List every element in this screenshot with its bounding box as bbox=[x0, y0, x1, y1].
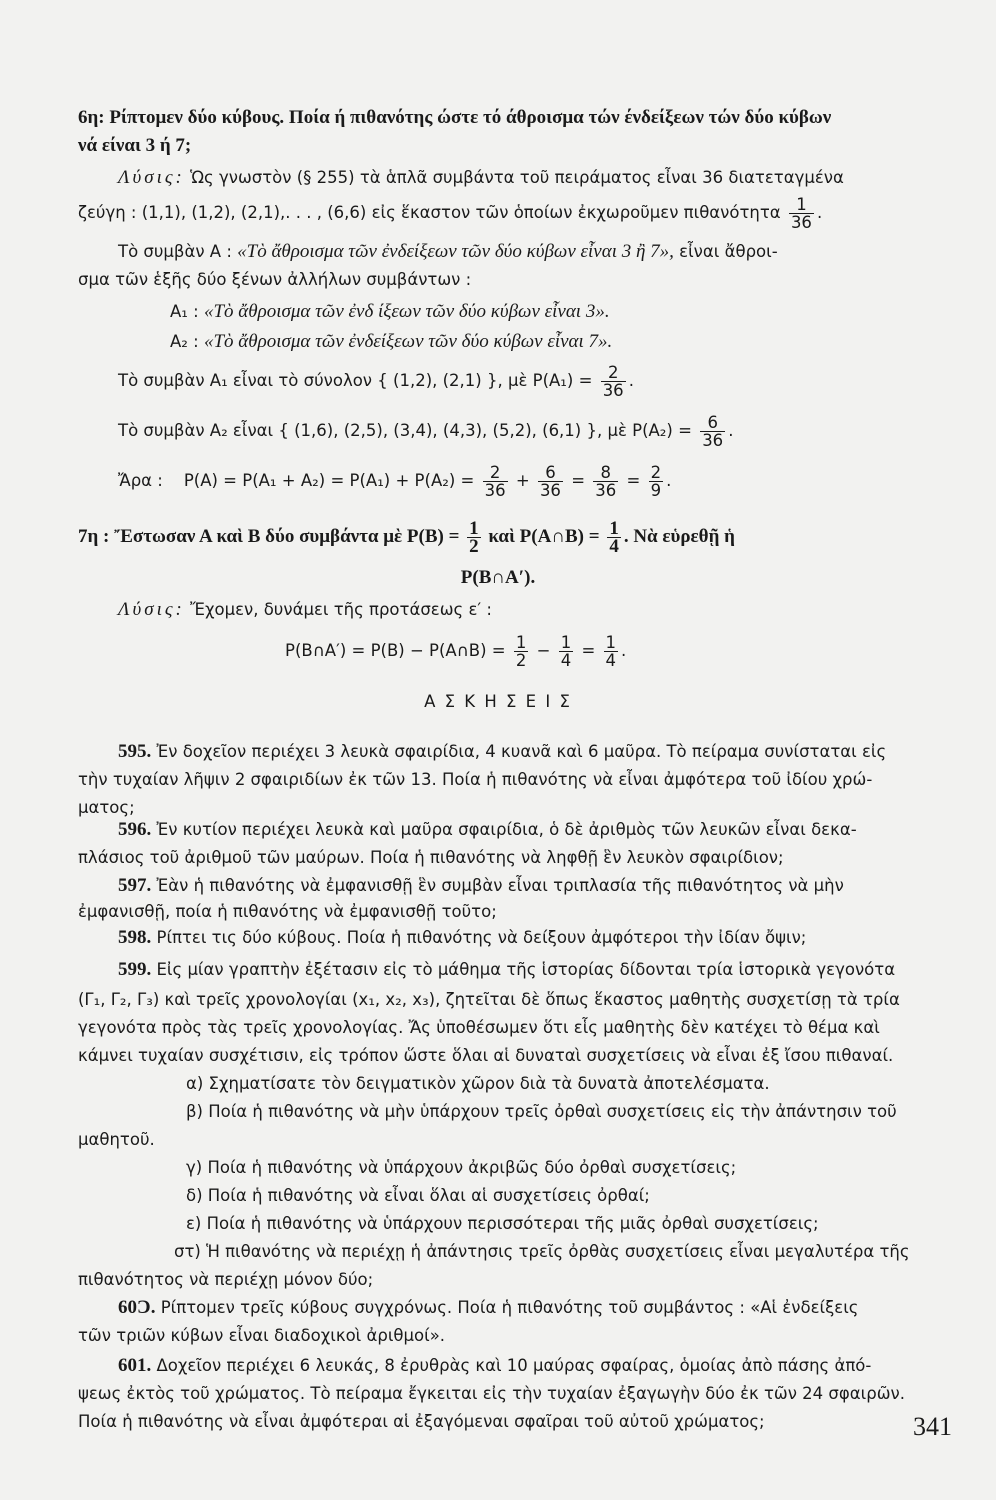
ara-label: Ἄρα : bbox=[118, 471, 163, 490]
exercise-599-item-c: γ) Ποία ἡ πιθανότης νὰ ὑπάρχουν ἀκριβῶς δύο ὀρθαὶ συσχετίσεις; bbox=[186, 1158, 737, 1177]
event-a1-set: Τὸ συμβὰν Α₁ εἶναι τὸ σύνολον { (1,2), (2,1) }, μὲ P(Α₁) = bbox=[118, 371, 593, 390]
exercise-text: Ἐὰν ἡ πιθανότης νὰ ἐμφανισθῇ ἓν συμβὰν εἶναι τριπλασία τῆς πιθανότητος νὰ μὴν bbox=[156, 876, 844, 895]
problem-7-title-prefix: 7η : Ἔστωσαν Α καὶ Β δύο συμβάντα μὲ P(B) = bbox=[78, 525, 460, 547]
fraction bbox=[604, 634, 619, 669]
fraction-denominator: 9 bbox=[650, 481, 662, 500]
event-a-line-2: σμα τῶν ἑξῆς δύο ξένων ἀλλήλων συμβάντων : bbox=[78, 270, 472, 289]
fraction bbox=[700, 414, 725, 449]
equals-sign: = bbox=[581, 641, 596, 660]
exercise-text: Ρίπτομεν τρεῖς κύβους συγχρόνως. Ποία ἡ πιθανότης τοῦ συμβάντος : «Αἱ ἐνδείξεις bbox=[160, 1298, 859, 1317]
problem-7-formula-line: P(B∩A′) = P(B) − P(A∩B) = $\frac{1}{2}$ − $\frac{1}{4}$ = $\frac{1}{4}$ . bbox=[285, 633, 627, 670]
exercise-598-line-1 bbox=[118, 926, 950, 950]
problem-7-title-line-1 bbox=[78, 520, 950, 555]
exercise-597-line-1 bbox=[118, 874, 950, 898]
exercise-text: Ρίπτει τις δύο κύβους. Ποία ἡ πιθανότης νὰ δείξουν ἀμφότεροι τὴν ἰδίαν ὄψιν; bbox=[156, 928, 807, 947]
solution-text: Ἔχομεν, δυνάμει τῆς προτάσεως ε′ : bbox=[190, 600, 492, 619]
solution-text: Ὡς γνωστὸν (§ 255) τὰ ἁπλᾶ συμβάντα τοῦ πειράματος εἶναι 36 διατεταγμένα bbox=[190, 168, 844, 187]
fraction-denominator: 36 bbox=[602, 381, 624, 400]
exercise-596-line-1 bbox=[118, 818, 950, 842]
fraction-denominator: 36 bbox=[484, 481, 506, 500]
fraction bbox=[514, 634, 529, 669]
fraction-numerator: 1 bbox=[469, 518, 479, 539]
exercise-601-line-2: ψεως ἐκτὸς τοῦ χρώματος. Τὸ πείραμα ἔγκειται εἰς τὴν τυχαίαν ἐξαγωγὴν δύο ἐκ τῶν 24 σφαιρῶν. bbox=[78, 1384, 905, 1403]
fraction-numerator: 2 bbox=[601, 364, 626, 382]
problem-6-solution-line-1 bbox=[118, 166, 950, 190]
fraction bbox=[483, 464, 508, 499]
fraction-numerator: 2 bbox=[650, 463, 662, 482]
page-number: 341 bbox=[913, 1412, 952, 1441]
exercise-599-item-b-line-2: μαθητοῦ. bbox=[78, 1130, 155, 1149]
exercise-599-line-4: κάμνει τυχαίαν συσχέτισιν, εἰς τρόπον ὥστε ὅλαι αἱ δυναταὶ συσχετίσεις νὰ εἶναι ἐξ ἴσου πιθαναί. bbox=[78, 1046, 894, 1065]
solution-label: Λύσις: bbox=[118, 167, 185, 188]
exercise-595-line-3: ματος; bbox=[78, 798, 135, 817]
exercise-number: 596. bbox=[118, 819, 152, 840]
fraction-denominator: 36 bbox=[539, 481, 561, 500]
fraction bbox=[789, 196, 814, 231]
exercise-number: 598. bbox=[118, 927, 152, 948]
exercise-599-line-1 bbox=[118, 958, 950, 982]
exercise-599-item-b-line-1: β) Ποία ἡ πιθανότης νὰ μὴν ὑπάρχουν τρεῖς ὀρθαὶ συσχετίσεις εἰς τὴν ἀπάντησιν τοῦ bbox=[186, 1102, 897, 1121]
event-a2-set-line: Τὸ συμβὰν Α₂ εἶναι { (1,6), (2,5), (3,4), (4,3), (5,2), (6,1) }, μὲ P(Α₂) = $\frac{6}{36}$ . bbox=[118, 413, 734, 450]
equals-sign: = bbox=[626, 471, 641, 490]
fraction-denominator: 4 bbox=[609, 536, 619, 557]
problem-7-title-suffix: . Νὰ εὑρεθῇ ἡ bbox=[623, 525, 735, 547]
fraction-denominator: 36 bbox=[790, 213, 812, 232]
exercise-601-line-3: Ποία ἡ πιθανότης νὰ εἶναι ἀμφότεραι αἱ ἐξαγόμεναι σφαῖραι τοῦ αὐτοῦ χρώματος; bbox=[78, 1412, 765, 1431]
fraction-denominator: 36 bbox=[595, 481, 617, 500]
fraction-numerator: 6 bbox=[700, 414, 725, 432]
equals-sign: = bbox=[571, 471, 586, 490]
event-a-line bbox=[118, 240, 950, 264]
exercise-599-item-e: ε) Ποία ἡ πιθανότης νὰ ὑπάρχουν περισσότεραι τῆς μιᾶς ὀρθαὶ συσχετίσεις; bbox=[186, 1214, 819, 1233]
formula: P(B∩A′) = P(B) − P(A∩B) = bbox=[285, 641, 506, 660]
exercise-599-item-d: δ) Ποία ἡ πιθανότης νὰ εἶναι ὅλαι αἱ συσχετίσεις ὀρθαί; bbox=[186, 1186, 650, 1205]
exercise-599-item-a: α) Σχηματίσατε τὸν δειγματικὸν χῶρον διὰ τὰ δυνατὰ ἀποτελέσματα. bbox=[186, 1074, 770, 1093]
event-a2-label: Α₂ : bbox=[170, 332, 199, 351]
event-a-suffix: εἶναι ἄθροι- bbox=[679, 242, 778, 261]
exercise-number: 599. bbox=[118, 959, 152, 980]
exercise-599-item-f-line-1: στ) Ἡ πιθανότης νὰ περιέχῃ ἡ ἀπάντησις τρεῖς ὀρθὰς συσχετίσεις εἶναι μεγαλυτέρα τῆς bbox=[174, 1242, 910, 1261]
exercise-596-line-2: πλάσιος τοῦ ἀριθμοῦ τῶν μαύρων. Ποία ἡ πιθανότης νὰ ληφθῇ ἓν λευκὸν σφαιρίδιον; bbox=[78, 848, 784, 867]
fraction-denominator: 2 bbox=[469, 536, 479, 557]
event-a1-line bbox=[170, 300, 950, 324]
event-a-quote: «Τὸ ἄθροισμα τῶν ἐνδείξεων τῶν δύο κύβων εἶναι 3 ἢ 7», bbox=[237, 241, 674, 262]
fraction-numerator: 1 bbox=[789, 196, 814, 214]
exercise-text: Εἰς μίαν γραπτὴν ἐξέτασιν εἰς τὸ μάθημα τῆς ἱστορίας δίδονται τρία ἱστορικὰ γεγονότα bbox=[156, 960, 896, 979]
exercise-600-line-1 bbox=[118, 1296, 950, 1320]
problem-7-solution-line bbox=[118, 598, 950, 622]
solution-label: Λύσις: bbox=[118, 599, 185, 620]
ara-line: Ἄρα : P(A) = P(A₁ + A₂) = P(A₁) + P(A₂) = $\frac{2}{36}$ + $\frac{6}{36}$ = $\frac{8}{36}$ = $\frac{2}{9}$ . bbox=[118, 463, 672, 500]
exercise-number: 595. bbox=[118, 741, 152, 762]
fraction-numerator: 6 bbox=[538, 464, 563, 482]
fraction-denominator: 2 bbox=[515, 651, 527, 670]
exercise-text: Ἐν κυτίον περιέχει λευκὰ καὶ μαῦρα σφαιρίδια, ὁ δὲ ἀριθμὸς τῶν λευκῶν εἶναι δεκα- bbox=[156, 820, 857, 839]
event-a1-set-line: Τὸ συμβὰν Α₁ εἶναι τὸ σύνολον { (1,2), (2,1) }, μὲ P(Α₁) = $\frac{2}{36}$ . bbox=[118, 363, 634, 400]
problem-7-title-line-2: P(B∩A′). bbox=[460, 567, 536, 588]
event-a2-line bbox=[170, 330, 950, 354]
fraction bbox=[593, 464, 618, 499]
problem-6-title-line-1: 6η: Ρίπτομεν δύο κύβους. Ποία ή πιθανότης ώστε τό άθροισμα τών ένδείξεων τών δύο κύβων bbox=[78, 107, 832, 128]
exercise-600-line-2: τῶν τριῶν κύβων εἶναι διαδοχικοὶ ἀριθμοί». bbox=[78, 1326, 446, 1345]
event-a2-text: «Τὸ ἄθροισμα τῶν ἐνδείξεων τῶν δύο κύβων εἶναι 7». bbox=[203, 331, 613, 352]
fraction bbox=[649, 464, 664, 499]
exercise-599-item-f-line-2: πιθανότητος νὰ περιέχῃ μόνον δύο; bbox=[78, 1270, 374, 1289]
problem-6-solution-line-2: ζεύγη : (1,1), (1,2), (2,1),. . . , (6,6) εἰς ἕκαστον τῶν ὁποίων ἐκχωροῦμεν πιθανότητα $\frac{1}{36}$ . bbox=[78, 195, 823, 232]
problem-7-title-mid: καὶ P(A∩B) = bbox=[488, 525, 600, 547]
fraction-denominator: 36 bbox=[702, 431, 724, 450]
problem-6-title-line-2: νά είναι 3 ή 7; bbox=[78, 135, 192, 156]
fraction-numerator: 1 bbox=[560, 633, 572, 652]
fraction-numerator: 1 bbox=[605, 633, 617, 652]
ara-expression: P(A) = P(A₁ + A₂) = P(A₁) + P(A₂) = bbox=[183, 471, 475, 490]
fraction-numerator: 8 bbox=[593, 464, 618, 482]
exercise-599-line-3: γεγονότα πρὸς τὰς τρεῖς χρονολογίας. Ἄς ὑποθέσωμεν ὅτι εἷς μαθητὴς δὲν κατέχει τὸ θέμα καὶ bbox=[78, 1018, 880, 1037]
exercise-601-line-1 bbox=[118, 1354, 950, 1378]
fraction bbox=[467, 520, 481, 555]
exercise-number: 597. bbox=[118, 875, 152, 896]
exercise-text: Ἐν δοχεῖον περιέχει 3 λευκὰ σφαιρίδια, 4 κυανᾶ καὶ 6 μαῦρα. Τὸ πείραμα συνίσταται εἰς bbox=[156, 742, 887, 761]
fraction bbox=[601, 364, 626, 399]
event-a1-text: «Τὸ ἄθροισμα τῶν ἐνδ ίξεων τῶν δύο κύβων εἶναι 3». bbox=[203, 301, 610, 322]
fraction bbox=[559, 634, 574, 669]
exercise-number: 60Ͻ. bbox=[118, 1297, 156, 1318]
plus-sign: + bbox=[515, 471, 530, 490]
fraction-numerator: 2 bbox=[483, 464, 508, 482]
fraction-numerator: 1 bbox=[609, 518, 619, 539]
minus-sign: − bbox=[536, 641, 551, 660]
event-a2-set: Τὸ συμβὰν Α₂ εἶναι { (1,6), (2,5), (3,4), (4,3), (5,2), (6,1) }, μὲ P(Α₂) = bbox=[118, 421, 692, 440]
event-a-prefix: Τὸ συμβὰν Α : bbox=[118, 242, 232, 261]
fraction-denominator: 4 bbox=[605, 651, 617, 670]
exercise-number: 601. bbox=[118, 1355, 152, 1376]
fraction-numerator: 1 bbox=[515, 633, 527, 652]
event-a1-label: Α₁ : bbox=[170, 302, 199, 321]
exercise-595-line-1 bbox=[118, 740, 950, 764]
fraction-denominator: 4 bbox=[560, 651, 572, 670]
fraction bbox=[607, 520, 621, 555]
fraction bbox=[538, 464, 563, 499]
exercise-595-line-2: τὴν τυχαίαν λῆψιν 2 σφαιριδίων ἐκ τῶν 13. Ποία ἡ πιθανότης νὰ εἶναι ἀμφότερα τοῦ ἰδίου χρώ- bbox=[78, 770, 873, 789]
exercise-599-line-2: (Γ₁, Γ₂, Γ₃) καὶ τρεῖς χρονολογίαι (x₁, x₂, x₃), ζητεῖται δὲ ὅπως ἕκαστος μαθητὴς συσχετίσῃ τὰ τρία bbox=[78, 990, 900, 1009]
exercises-heading: Α Σ Κ Η Σ Ε Ι Σ bbox=[424, 692, 572, 711]
exercise-597-line-2: ἐμφανισθῇ, ποία ἡ πιθανότης νὰ ἐμφανισθῇ τοῦτο; bbox=[78, 902, 497, 921]
exercise-text: Δοχεῖον περιέχει 6 λευκάς, 8 ἐρυθρὰς καὶ 10 μαύρας σφαίρας, ὁμοίας ἀπὸ πάσης ἀπό- bbox=[156, 1356, 872, 1375]
solution-text: ζεύγη : (1,1), (1,2), (2,1),. . . , (6,6) εἰς ἕκαστον τῶν ὁποίων ἐκχωροῦμεν πιθανότητα bbox=[78, 203, 781, 222]
